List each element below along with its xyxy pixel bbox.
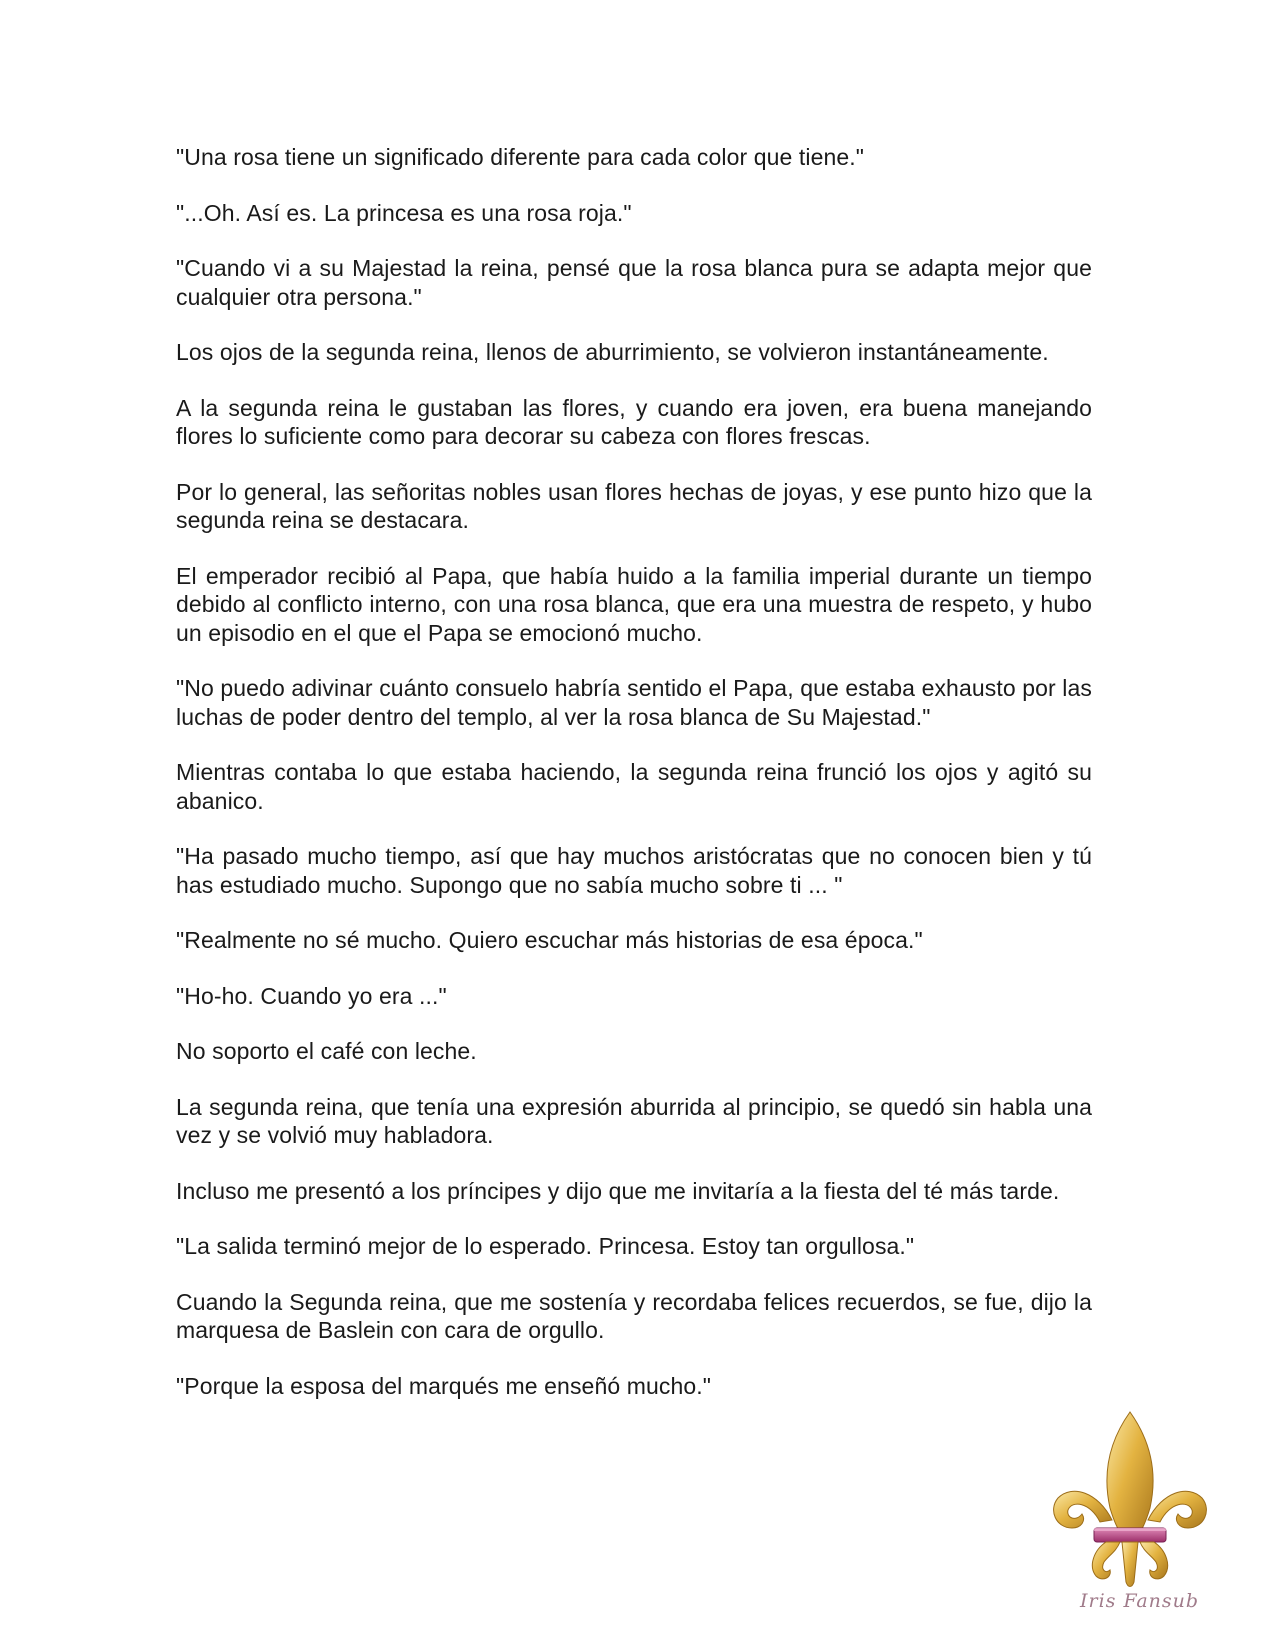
- document-body: [176, 143, 1092, 1427]
- paragraph: El emperador recibió al Papa, que había huido a la familia imperial durante un tiempo debido al conflicto interno, con una rosa blanca, que era una muestra de respeto, y hubo un episodio en el que el Papa se emocionó mucho.: [176, 562, 1092, 646]
- paragraph: Incluso me presentó a los príncipes y dijo que me invitaría a la fiesta del té más tarde.: [176, 1177, 1060, 1204]
- paragraph: A la segunda reina le gustaban las flores, y cuando era joven, era buena manejando flores lo suficiente como para decorar su cabeza con flores frescas.: [176, 394, 1092, 449]
- paragraph: "...Oh. Así es. La princesa es una rosa roja.": [176, 199, 632, 226]
- paragraph: "La salida terminó mejor de lo esperado. Princesa. Estoy tan orgullosa.": [176, 1233, 915, 1259]
- paragraph: "Porque la esposa del marqués me enseñó mucho.": [176, 1372, 712, 1399]
- paragraph: "No puedo adivinar cuánto consuelo habría sentido el Papa, que estaba exhausto por las luchas de poder dentro del templo, al ver la rosa blanca de Su Majestad.": [176, 675, 1092, 730]
- paragraph: "Cuando vi a su Majestad la reina, pensé que la rosa blanca pura se adapta mejor que cualquier otra persona.": [176, 255, 1092, 310]
- paragraph: Por lo general, las señoritas nobles usan flores hechas de joyas, y ese punto hizo que la segunda reina se destacara.: [176, 478, 1092, 533]
- paragraph: Cuando la Segunda reina, que me sostenía y recordaba felices recuerdos, se fue, dijo la marquesa de Baslein con cara de orgullo.: [176, 1288, 1092, 1343]
- paragraph: Mientras contaba lo que estaba haciendo, la segunda reina frunció los ojos y agitó su abanico.: [176, 759, 1092, 814]
- logo-caption: Iris Fansub: [1080, 1590, 1200, 1612]
- paragraph: La segunda reina, que tenía una expresión aburrida al principio, se quedó sin habla una vez y se volvió muy habladora.: [176, 1093, 1092, 1148]
- fleur-de-lis-icon: [1050, 1410, 1210, 1605]
- paragraph: "Ha pasado mucho tiempo, así que hay muchos aristócratas que no conocen bien y tú has estudiado mucho. Supongo que no sabía mucho sobre ti ... ": [176, 843, 1092, 898]
- paragraph: "Realmente no sé mucho. Quiero escuchar más historias de esa época.": [176, 927, 923, 953]
- paragraph: Los ojos de la segunda reina, llenos de aburrimiento, se volvieron instantáneamente.: [176, 339, 1049, 365]
- paragraph: No soporto el café con leche.: [176, 1038, 477, 1064]
- paragraph: "Ho-ho. Cuando yo era ...": [176, 982, 447, 1009]
- fansub-logo: [1050, 1410, 1210, 1630]
- paragraph: "Una rosa tiene un significado diferente para cada color que tiene.": [176, 144, 865, 170]
